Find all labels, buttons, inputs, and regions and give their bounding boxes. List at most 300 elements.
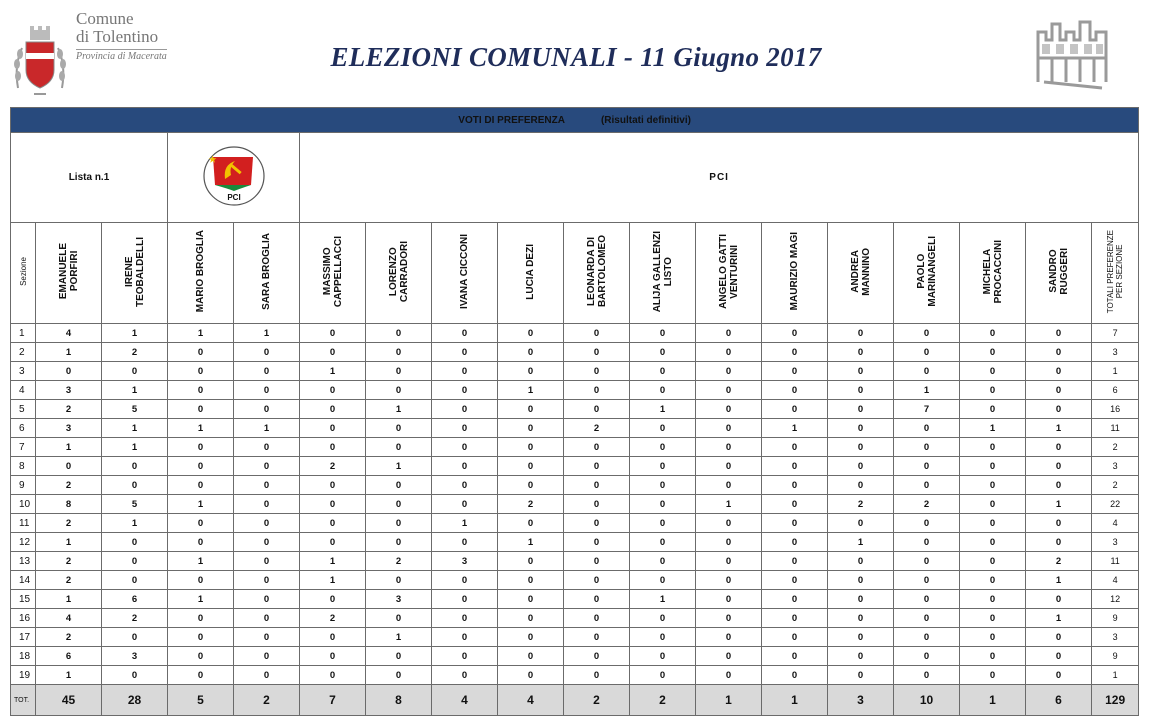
- vote-cell: 5: [102, 400, 168, 419]
- candidate-total: 2: [630, 685, 696, 716]
- vote-cell: 0: [168, 609, 234, 628]
- candidate-name: LORENZO CARRADORI: [387, 240, 410, 303]
- table-row: [11, 533, 1139, 552]
- vote-cell: 0: [696, 362, 762, 381]
- candidate-name: ANDREA MANNINO: [849, 247, 872, 296]
- vote-cell: 2: [36, 552, 102, 571]
- vote-cell: 0: [234, 666, 300, 685]
- party-logo-cell: [168, 133, 300, 223]
- candidate-column-header: [234, 223, 300, 324]
- vote-cell: 0: [696, 533, 762, 552]
- vote-cell: 0: [960, 381, 1026, 400]
- table-row: [11, 609, 1139, 628]
- vote-cell: 0: [366, 381, 432, 400]
- candidate-name: MARIO BROGLIA: [195, 230, 206, 313]
- vote-cell: 0: [168, 343, 234, 362]
- vote-cell: 0: [762, 400, 828, 419]
- totals-label: TOT.: [11, 685, 36, 716]
- vote-cell: 0: [894, 438, 960, 457]
- table-row: [11, 552, 1139, 571]
- vote-cell: 0: [498, 590, 564, 609]
- vote-cell: 2: [36, 476, 102, 495]
- table-row: [11, 343, 1139, 362]
- vote-cell: 0: [696, 609, 762, 628]
- vote-cell: 0: [630, 514, 696, 533]
- vote-cell: 0: [432, 400, 498, 419]
- vote-cell: 7: [894, 400, 960, 419]
- vote-cell: 0: [234, 343, 300, 362]
- candidate-total: 1: [960, 685, 1026, 716]
- candidate-column-header: [828, 223, 894, 324]
- candidate-total: 8: [366, 685, 432, 716]
- vote-cell: 0: [762, 324, 828, 343]
- section-number: 11: [11, 514, 36, 533]
- section-total: 6: [1092, 381, 1139, 400]
- vote-cell: 1: [36, 438, 102, 457]
- section-number: 6: [11, 419, 36, 438]
- vote-cell: 0: [894, 628, 960, 647]
- vote-cell: 0: [564, 628, 630, 647]
- vote-cell: 0: [564, 343, 630, 362]
- vote-cell: 0: [432, 343, 498, 362]
- candidate-name: SARA BROGLIA: [261, 233, 272, 310]
- vote-cell: 0: [828, 343, 894, 362]
- castle-logo: [1034, 18, 1112, 90]
- section-total: 22: [1092, 495, 1139, 514]
- candidate-total: 4: [498, 685, 564, 716]
- vote-cell: 0: [564, 381, 630, 400]
- vote-cell: 0: [762, 533, 828, 552]
- vote-cell: 0: [960, 609, 1026, 628]
- vote-cell: 0: [498, 571, 564, 590]
- vote-cell: 0: [432, 628, 498, 647]
- candidate-name: LEONARDA DI BARTOLOMEO: [585, 235, 608, 308]
- vote-cell: 1: [168, 495, 234, 514]
- vote-cell: 0: [432, 362, 498, 381]
- vote-cell: 0: [960, 590, 1026, 609]
- vote-cell: 0: [828, 457, 894, 476]
- vote-cell: 2: [366, 552, 432, 571]
- vote-cell: 0: [102, 666, 168, 685]
- vote-cell: 0: [696, 514, 762, 533]
- vote-cell: 0: [630, 628, 696, 647]
- column-header-row: [11, 223, 1139, 324]
- total-header-label: TOTALI PREFERENZE PER SEZIONE: [1106, 229, 1125, 314]
- vote-cell: 0: [894, 419, 960, 438]
- section-number: 19: [11, 666, 36, 685]
- section-number: 9: [11, 476, 36, 495]
- vote-cell: 0: [762, 609, 828, 628]
- vote-cell: 0: [234, 400, 300, 419]
- vote-cell: 0: [762, 647, 828, 666]
- vote-cell: 0: [432, 419, 498, 438]
- vote-cell: 1: [36, 666, 102, 685]
- vote-cell: 0: [498, 628, 564, 647]
- section-total: 12: [1092, 590, 1139, 609]
- vote-cell: 0: [696, 628, 762, 647]
- vote-cell: 0: [102, 628, 168, 647]
- vote-cell: 0: [168, 533, 234, 552]
- table-row: [11, 590, 1139, 609]
- vote-cell: 0: [168, 514, 234, 533]
- table-row: [11, 457, 1139, 476]
- vote-cell: 0: [828, 590, 894, 609]
- vote-cell: 0: [432, 647, 498, 666]
- vote-cell: 2: [300, 609, 366, 628]
- vote-cell: 0: [498, 438, 564, 457]
- vote-cell: 0: [300, 324, 366, 343]
- section-number: 18: [11, 647, 36, 666]
- vote-cell: 0: [762, 457, 828, 476]
- vote-cell: 0: [1026, 343, 1092, 362]
- candidate-name: ALIJA GALLENZI LISTO: [651, 230, 674, 313]
- vote-cell: 0: [102, 457, 168, 476]
- totals-row: [11, 685, 1139, 716]
- table-row: [11, 514, 1139, 533]
- vote-cell: 0: [630, 533, 696, 552]
- vote-cell: 0: [300, 647, 366, 666]
- vote-cell: 0: [894, 552, 960, 571]
- page-header: [0, 0, 1152, 106]
- vote-cell: 0: [762, 362, 828, 381]
- vote-cell: 0: [234, 476, 300, 495]
- vote-cell: 2: [1026, 552, 1092, 571]
- vote-cell: 0: [366, 438, 432, 457]
- vote-cell: 0: [564, 514, 630, 533]
- vote-cell: 0: [960, 571, 1026, 590]
- vote-cell: 0: [828, 514, 894, 533]
- vote-cell: 1: [828, 533, 894, 552]
- candidate-column-header: [168, 223, 234, 324]
- candidate-name: IRENE TEOBALDELLI: [123, 236, 146, 307]
- table-row: [11, 438, 1139, 457]
- vote-cell: 0: [564, 571, 630, 590]
- vote-cell: 0: [300, 343, 366, 362]
- vote-cell: 0: [630, 609, 696, 628]
- vote-cell: 0: [894, 571, 960, 590]
- vote-cell: 0: [366, 476, 432, 495]
- vote-cell: 0: [828, 552, 894, 571]
- vote-cell: 0: [498, 666, 564, 685]
- vote-cell: 0: [762, 514, 828, 533]
- vote-cell: 0: [630, 666, 696, 685]
- vote-cell: 0: [894, 609, 960, 628]
- vote-cell: 0: [1026, 362, 1092, 381]
- section-number: 12: [11, 533, 36, 552]
- vote-cell: 0: [1026, 476, 1092, 495]
- vote-cell: 0: [366, 324, 432, 343]
- vote-cell: 0: [630, 476, 696, 495]
- vote-cell: 0: [1026, 400, 1092, 419]
- section-header-label: Sezione: [18, 257, 28, 286]
- vote-cell: 0: [234, 552, 300, 571]
- vote-cell: 0: [696, 419, 762, 438]
- vote-cell: 0: [828, 476, 894, 495]
- section-total: 2: [1092, 476, 1139, 495]
- vote-cell: 0: [432, 457, 498, 476]
- section-total: 3: [1092, 457, 1139, 476]
- candidate-total: 10: [894, 685, 960, 716]
- section-total: 16: [1092, 400, 1139, 419]
- candidate-total: 1: [762, 685, 828, 716]
- vote-cell: 0: [828, 438, 894, 457]
- vote-cell: 0: [762, 381, 828, 400]
- vote-cell: 0: [696, 324, 762, 343]
- candidate-column-header: [762, 223, 828, 324]
- vote-cell: 0: [498, 343, 564, 362]
- section-total: 1: [1092, 362, 1139, 381]
- vote-cell: 0: [630, 495, 696, 514]
- vote-cell: 1: [1026, 571, 1092, 590]
- vote-cell: 0: [960, 514, 1026, 533]
- vote-cell: 0: [696, 457, 762, 476]
- vote-cell: 0: [564, 552, 630, 571]
- table-row: [11, 571, 1139, 590]
- section-total: 9: [1092, 609, 1139, 628]
- vote-cell: 0: [696, 590, 762, 609]
- vote-cell: 0: [300, 495, 366, 514]
- section-number: 1: [11, 324, 36, 343]
- vote-cell: 0: [168, 400, 234, 419]
- vote-cell: 0: [828, 362, 894, 381]
- list-number: Lista n.1: [11, 133, 168, 223]
- vote-cell: 1: [36, 343, 102, 362]
- vote-cell: 0: [894, 514, 960, 533]
- vote-cell: 0: [432, 324, 498, 343]
- vote-cell: 0: [234, 533, 300, 552]
- vote-cell: 1: [168, 590, 234, 609]
- vote-cell: 4: [36, 324, 102, 343]
- section-number: 14: [11, 571, 36, 590]
- vote-cell: 0: [630, 571, 696, 590]
- section-number: 10: [11, 495, 36, 514]
- vote-cell: 0: [432, 438, 498, 457]
- vote-cell: 0: [168, 457, 234, 476]
- section-total: 7: [1092, 324, 1139, 343]
- candidate-name: MICHELA PROCACCINI: [981, 239, 1004, 304]
- vote-cell: 0: [168, 647, 234, 666]
- vote-cell: 0: [498, 647, 564, 666]
- candidate-column-header: [498, 223, 564, 324]
- grand-total: 129: [1092, 685, 1139, 716]
- candidate-total: 28: [102, 685, 168, 716]
- vote-cell: 0: [696, 400, 762, 419]
- vote-cell: 0: [960, 343, 1026, 362]
- vote-cell: 0: [300, 533, 366, 552]
- vote-cell: 0: [960, 362, 1026, 381]
- vote-cell: 0: [696, 666, 762, 685]
- vote-cell: 0: [894, 533, 960, 552]
- vote-cell: 0: [498, 476, 564, 495]
- vote-cell: 1: [102, 381, 168, 400]
- vote-cell: 1: [168, 419, 234, 438]
- candidate-total: 7: [300, 685, 366, 716]
- candidate-total: 4: [432, 685, 498, 716]
- candidate-column-header: [960, 223, 1026, 324]
- candidate-name: PAOLO MARINANGELI: [915, 236, 938, 307]
- vote-cell: 0: [234, 457, 300, 476]
- vote-cell: 0: [498, 400, 564, 419]
- vote-cell: 0: [630, 324, 696, 343]
- vote-cell: 0: [894, 324, 960, 343]
- section-total: 11: [1092, 552, 1139, 571]
- vote-cell: 1: [234, 324, 300, 343]
- section-number: 15: [11, 590, 36, 609]
- vote-cell: 0: [828, 324, 894, 343]
- vote-cell: 0: [696, 343, 762, 362]
- banner-label: VOTI DI PREFERENZA: [458, 114, 565, 126]
- party-name: PCI: [300, 133, 1139, 223]
- vote-cell: 0: [498, 324, 564, 343]
- vote-cell: 1: [432, 514, 498, 533]
- candidate-column-header: [366, 223, 432, 324]
- vote-cell: 0: [366, 343, 432, 362]
- candidate-column-header: [564, 223, 630, 324]
- candidate-total: 2: [564, 685, 630, 716]
- vote-cell: 0: [366, 647, 432, 666]
- vote-cell: 0: [828, 609, 894, 628]
- vote-cell: 2: [36, 514, 102, 533]
- vote-cell: 0: [234, 628, 300, 647]
- candidate-total: 5: [168, 685, 234, 716]
- vote-cell: 0: [762, 495, 828, 514]
- vote-cell: 0: [696, 476, 762, 495]
- vote-cell: 0: [894, 647, 960, 666]
- vote-cell: 1: [366, 457, 432, 476]
- vote-cell: 0: [960, 438, 1026, 457]
- vote-cell: 2: [36, 400, 102, 419]
- vote-cell: 0: [300, 381, 366, 400]
- candidate-column-header: [894, 223, 960, 324]
- vote-cell: 0: [894, 476, 960, 495]
- candidate-name: SANDRO RUGGERI: [1047, 248, 1070, 295]
- vote-cell: 3: [432, 552, 498, 571]
- banner-row: [11, 108, 1139, 133]
- vote-cell: 0: [300, 400, 366, 419]
- section-number: 13: [11, 552, 36, 571]
- candidate-column-header: [630, 223, 696, 324]
- table-row: [11, 381, 1139, 400]
- vote-cell: 1: [234, 419, 300, 438]
- vote-cell: 4: [36, 609, 102, 628]
- vote-cell: 0: [762, 476, 828, 495]
- vote-cell: 0: [234, 609, 300, 628]
- section-number: 2: [11, 343, 36, 362]
- vote-cell: 0: [564, 457, 630, 476]
- vote-cell: 1: [1026, 609, 1092, 628]
- vote-cell: 2: [564, 419, 630, 438]
- vote-cell: 0: [432, 609, 498, 628]
- vote-cell: 0: [960, 533, 1026, 552]
- vote-cell: 0: [960, 476, 1026, 495]
- vote-cell: 2: [36, 628, 102, 647]
- vote-cell: 0: [828, 628, 894, 647]
- vote-cell: 0: [366, 362, 432, 381]
- section-total: 3: [1092, 533, 1139, 552]
- vote-cell: 0: [234, 514, 300, 533]
- vote-cell: 3: [366, 590, 432, 609]
- vote-cell: 8: [36, 495, 102, 514]
- vote-cell: 0: [432, 571, 498, 590]
- vote-cell: 0: [630, 362, 696, 381]
- candidate-name: EMANUELE PORFIRI: [57, 243, 80, 300]
- vote-cell: 0: [300, 514, 366, 533]
- section-total: 11: [1092, 419, 1139, 438]
- list-info-row: [11, 133, 1139, 223]
- vote-cell: 0: [168, 381, 234, 400]
- vote-cell: 0: [168, 571, 234, 590]
- candidate-column-header: [102, 223, 168, 324]
- vote-cell: 0: [432, 666, 498, 685]
- vote-cell: 0: [300, 419, 366, 438]
- vote-cell: 0: [498, 419, 564, 438]
- vote-cell: 0: [762, 628, 828, 647]
- vote-cell: 1: [696, 495, 762, 514]
- candidate-name: ANGELO GATTI VENTURINI: [717, 234, 740, 309]
- vote-cell: 0: [960, 457, 1026, 476]
- vote-cell: 0: [234, 438, 300, 457]
- candidate-total: 2: [234, 685, 300, 716]
- vote-cell: 0: [1026, 628, 1092, 647]
- vote-cell: 1: [1026, 419, 1092, 438]
- table-row: [11, 647, 1139, 666]
- vote-cell: 0: [102, 362, 168, 381]
- vote-cell: 6: [36, 647, 102, 666]
- vote-cell: 0: [300, 590, 366, 609]
- candidate-name: MAURIZIO MAGI: [789, 232, 800, 311]
- vote-cell: 1: [36, 590, 102, 609]
- vote-cell: 0: [366, 495, 432, 514]
- vote-cell: 0: [696, 381, 762, 400]
- vote-cell: 0: [234, 571, 300, 590]
- vote-cell: 3: [36, 381, 102, 400]
- vote-cell: 0: [762, 666, 828, 685]
- vote-cell: 1: [1026, 495, 1092, 514]
- table-row: [11, 666, 1139, 685]
- vote-cell: 0: [894, 590, 960, 609]
- vote-cell: 6: [102, 590, 168, 609]
- vote-cell: 0: [828, 419, 894, 438]
- vote-cell: 0: [960, 552, 1026, 571]
- vote-cell: 0: [696, 552, 762, 571]
- vote-cell: 0: [432, 381, 498, 400]
- vote-cell: 1: [102, 438, 168, 457]
- vote-cell: 0: [564, 647, 630, 666]
- vote-cell: 0: [498, 457, 564, 476]
- candidate-column-header: [36, 223, 102, 324]
- section-total: 4: [1092, 514, 1139, 533]
- section-total: 3: [1092, 343, 1139, 362]
- section-total: 2: [1092, 438, 1139, 457]
- table-row: [11, 495, 1139, 514]
- section-number: 16: [11, 609, 36, 628]
- vote-cell: 0: [828, 381, 894, 400]
- section-column-header: [11, 223, 36, 324]
- vote-cell: 0: [1026, 647, 1092, 666]
- vote-cell: 1: [366, 400, 432, 419]
- section-total: 9: [1092, 647, 1139, 666]
- vote-cell: 1: [630, 590, 696, 609]
- vote-cell: 1: [630, 400, 696, 419]
- vote-cell: 0: [1026, 324, 1092, 343]
- vote-cell: 0: [630, 457, 696, 476]
- vote-cell: 0: [564, 533, 630, 552]
- vote-cell: 0: [168, 666, 234, 685]
- candidate-column-header: [1026, 223, 1092, 324]
- vote-cell: 0: [168, 362, 234, 381]
- table-row: [11, 324, 1139, 343]
- vote-cell: 0: [102, 476, 168, 495]
